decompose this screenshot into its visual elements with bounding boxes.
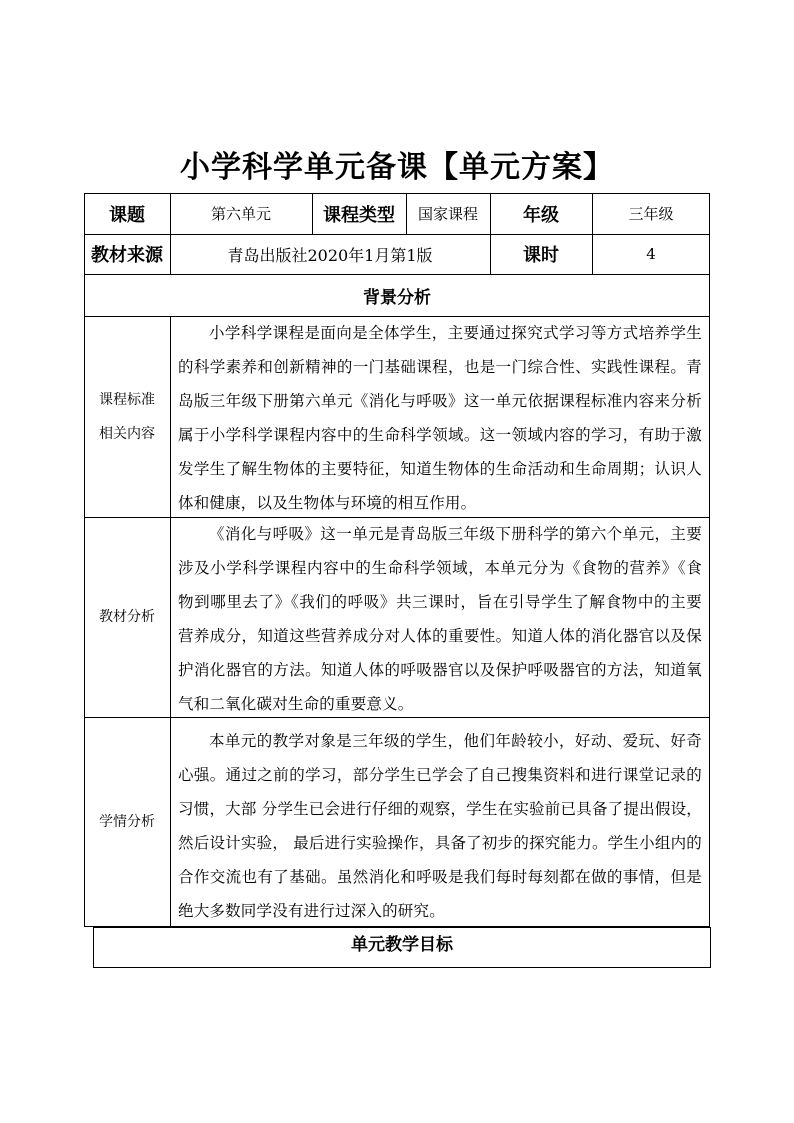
page-title: 小学科学单元备课【单元方案】 xyxy=(180,150,614,185)
section-text-curriculum: 小学科学课程是面向是全体学生，主要通过探究式学习等方式培养学生的科学素养和创新精神的一门基础课程，也是一门综合性、实践性课程。青岛版三年级下册第六单元《消化与呼吸》这一单元依据课程标准内容来分析属于小学科学课程内容中的生命科学领域。这一领域内容的学习，有助于激发学生了解生物体的主要特征，知道生物体的生命活动和生命周期；认识人体和健康，以及生物体与环境的相互作用。 xyxy=(178,324,702,512)
section-label-line: 学情分析 xyxy=(99,814,155,830)
subject-label: 课题 xyxy=(109,204,145,226)
goals-heading: 单元教学目标 xyxy=(351,935,453,955)
subject-value: 第六单元 xyxy=(210,205,271,223)
section-label-textbook xyxy=(84,517,170,717)
section-label-curriculum xyxy=(84,316,170,517)
source-label: 教材来源 xyxy=(91,245,163,266)
grade-label: 年级 xyxy=(523,204,559,226)
grade-value: 三年级 xyxy=(628,205,674,223)
section-label-line: 相关内容 xyxy=(99,425,155,442)
section-label-learners xyxy=(84,717,170,927)
section-text-textbook: 《消化与呼吸》这一单元是青岛版三年级下册科学的第六个单元，主要涉及小学科学课程内容中的生命科学领域，本单元分为《食物的营养》《食物到哪里去了》《我们的呼吸》共三课时，旨在引导学生了解食物中的主要营养成分，知道这些营养成分对人体的重要性。知道人体的消化器官以及保护消化器官的方法。知道人体的呼吸器官以及保护呼吸器官的方法，知道氧气和二氧化碳对生命的重要意义。 xyxy=(178,525,702,713)
section-label-line: 课程标准 xyxy=(99,391,155,408)
background-heading: 背景分析 xyxy=(363,287,431,308)
hours-value: 4 xyxy=(646,245,656,263)
course-type-value: 国家课程 xyxy=(417,205,478,223)
col-divider xyxy=(170,316,171,927)
section-text-learners: 本单元的教学对象是三年级的学生，他们年龄较小，好动、爱玩、好奇心强。通过之前的学习，部分学生已学会了自己搜集资料和进行课堂记录的习惯，大部 分学生已会进行仔细的观察，学生在实验前已具备了提出假设，然后设计实验， 最后进行实验操作，具备了初步的探究能力。学生小组内的合作交流也有了基础。虽然消化和呼吸是我们每时每刻都在做的事情，但是绝大多数同学没有进行过深入的研究。 xyxy=(178,732,702,920)
course-type-label: 课程类型 xyxy=(323,204,395,226)
source-value: 青岛出版社2020年1月第1版 xyxy=(227,245,433,265)
hours-label: 课时 xyxy=(523,245,559,266)
section-label-line: 教材分析 xyxy=(99,609,155,625)
